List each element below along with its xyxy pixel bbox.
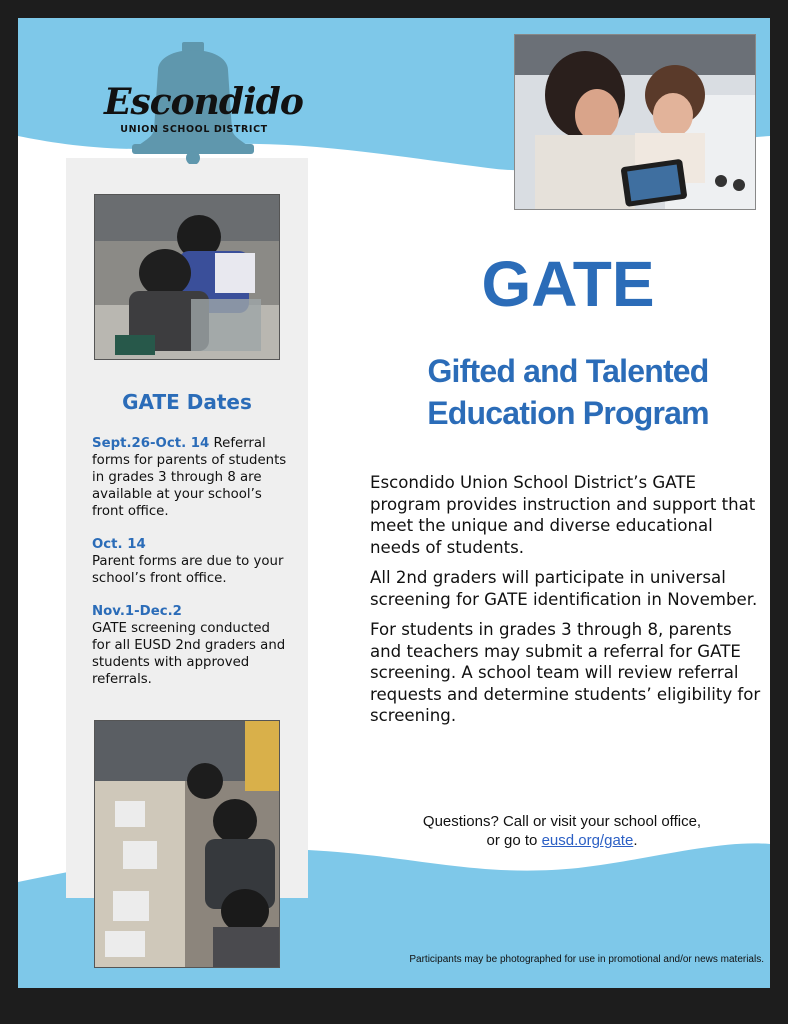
questions-prefix: or go to xyxy=(486,832,542,849)
logo-subtitle: UNION SCHOOL DISTRICT xyxy=(120,124,268,135)
questions-line-2 xyxy=(378,831,746,850)
students-robotics-photo xyxy=(94,194,280,360)
date-item-screening xyxy=(92,603,288,688)
dates-list xyxy=(92,435,288,704)
questions-contact xyxy=(378,812,746,850)
date-text: Parent forms are due to your school’s front office. xyxy=(92,554,284,586)
date-text: GATE screening conducted for all EUSD 2nd graders and students with approved referrals. xyxy=(92,621,286,687)
date-label: Oct. 14 xyxy=(92,537,146,552)
date-item-referral xyxy=(92,435,288,520)
subtitle-line-2: Education Program xyxy=(427,395,709,431)
subtitle-line-1: Gifted and Talented xyxy=(427,353,709,389)
page-title: GATE xyxy=(481,248,655,320)
date-label: Nov.1-Dec.2 xyxy=(92,604,182,619)
dates-heading: GATE Dates xyxy=(122,390,252,414)
date-text: Referral forms for parents of students in grades 3 through 8 are available at your school’s front office. xyxy=(92,436,287,519)
description-paragraph-3: For students in grades 3 through 8, parents and teachers may submit a referral for GATE screening. A school team will review referral requests and determine students’ eligibility for screening. xyxy=(370,620,761,725)
logo-wordmark: Escondido xyxy=(104,81,303,123)
students-tablet-photo xyxy=(514,34,756,210)
program-description xyxy=(370,472,762,736)
description-paragraph-2: All 2nd graders will participate in universal screening for GATE identification in November. xyxy=(370,568,758,609)
gate-website-link[interactable]: eusd.org/gate xyxy=(541,832,634,849)
date-item-due xyxy=(92,536,288,587)
students-microscopes-photo xyxy=(94,720,280,968)
questions-suffix: . xyxy=(633,832,638,849)
program-subtitle xyxy=(370,350,766,434)
photo-disclaimer: Participants may be photographed for use in promotional and/or news materials. xyxy=(409,954,764,965)
questions-line-1: Questions? Call or visit your school office, xyxy=(422,813,702,830)
description-paragraph-1: Escondido Union School District’s GATE program provides instruction and support that meet the unique and diverse educational needs of students. xyxy=(370,473,756,557)
flyer-page xyxy=(18,18,770,988)
date-label: Sept.26-Oct. 14 xyxy=(92,436,210,451)
